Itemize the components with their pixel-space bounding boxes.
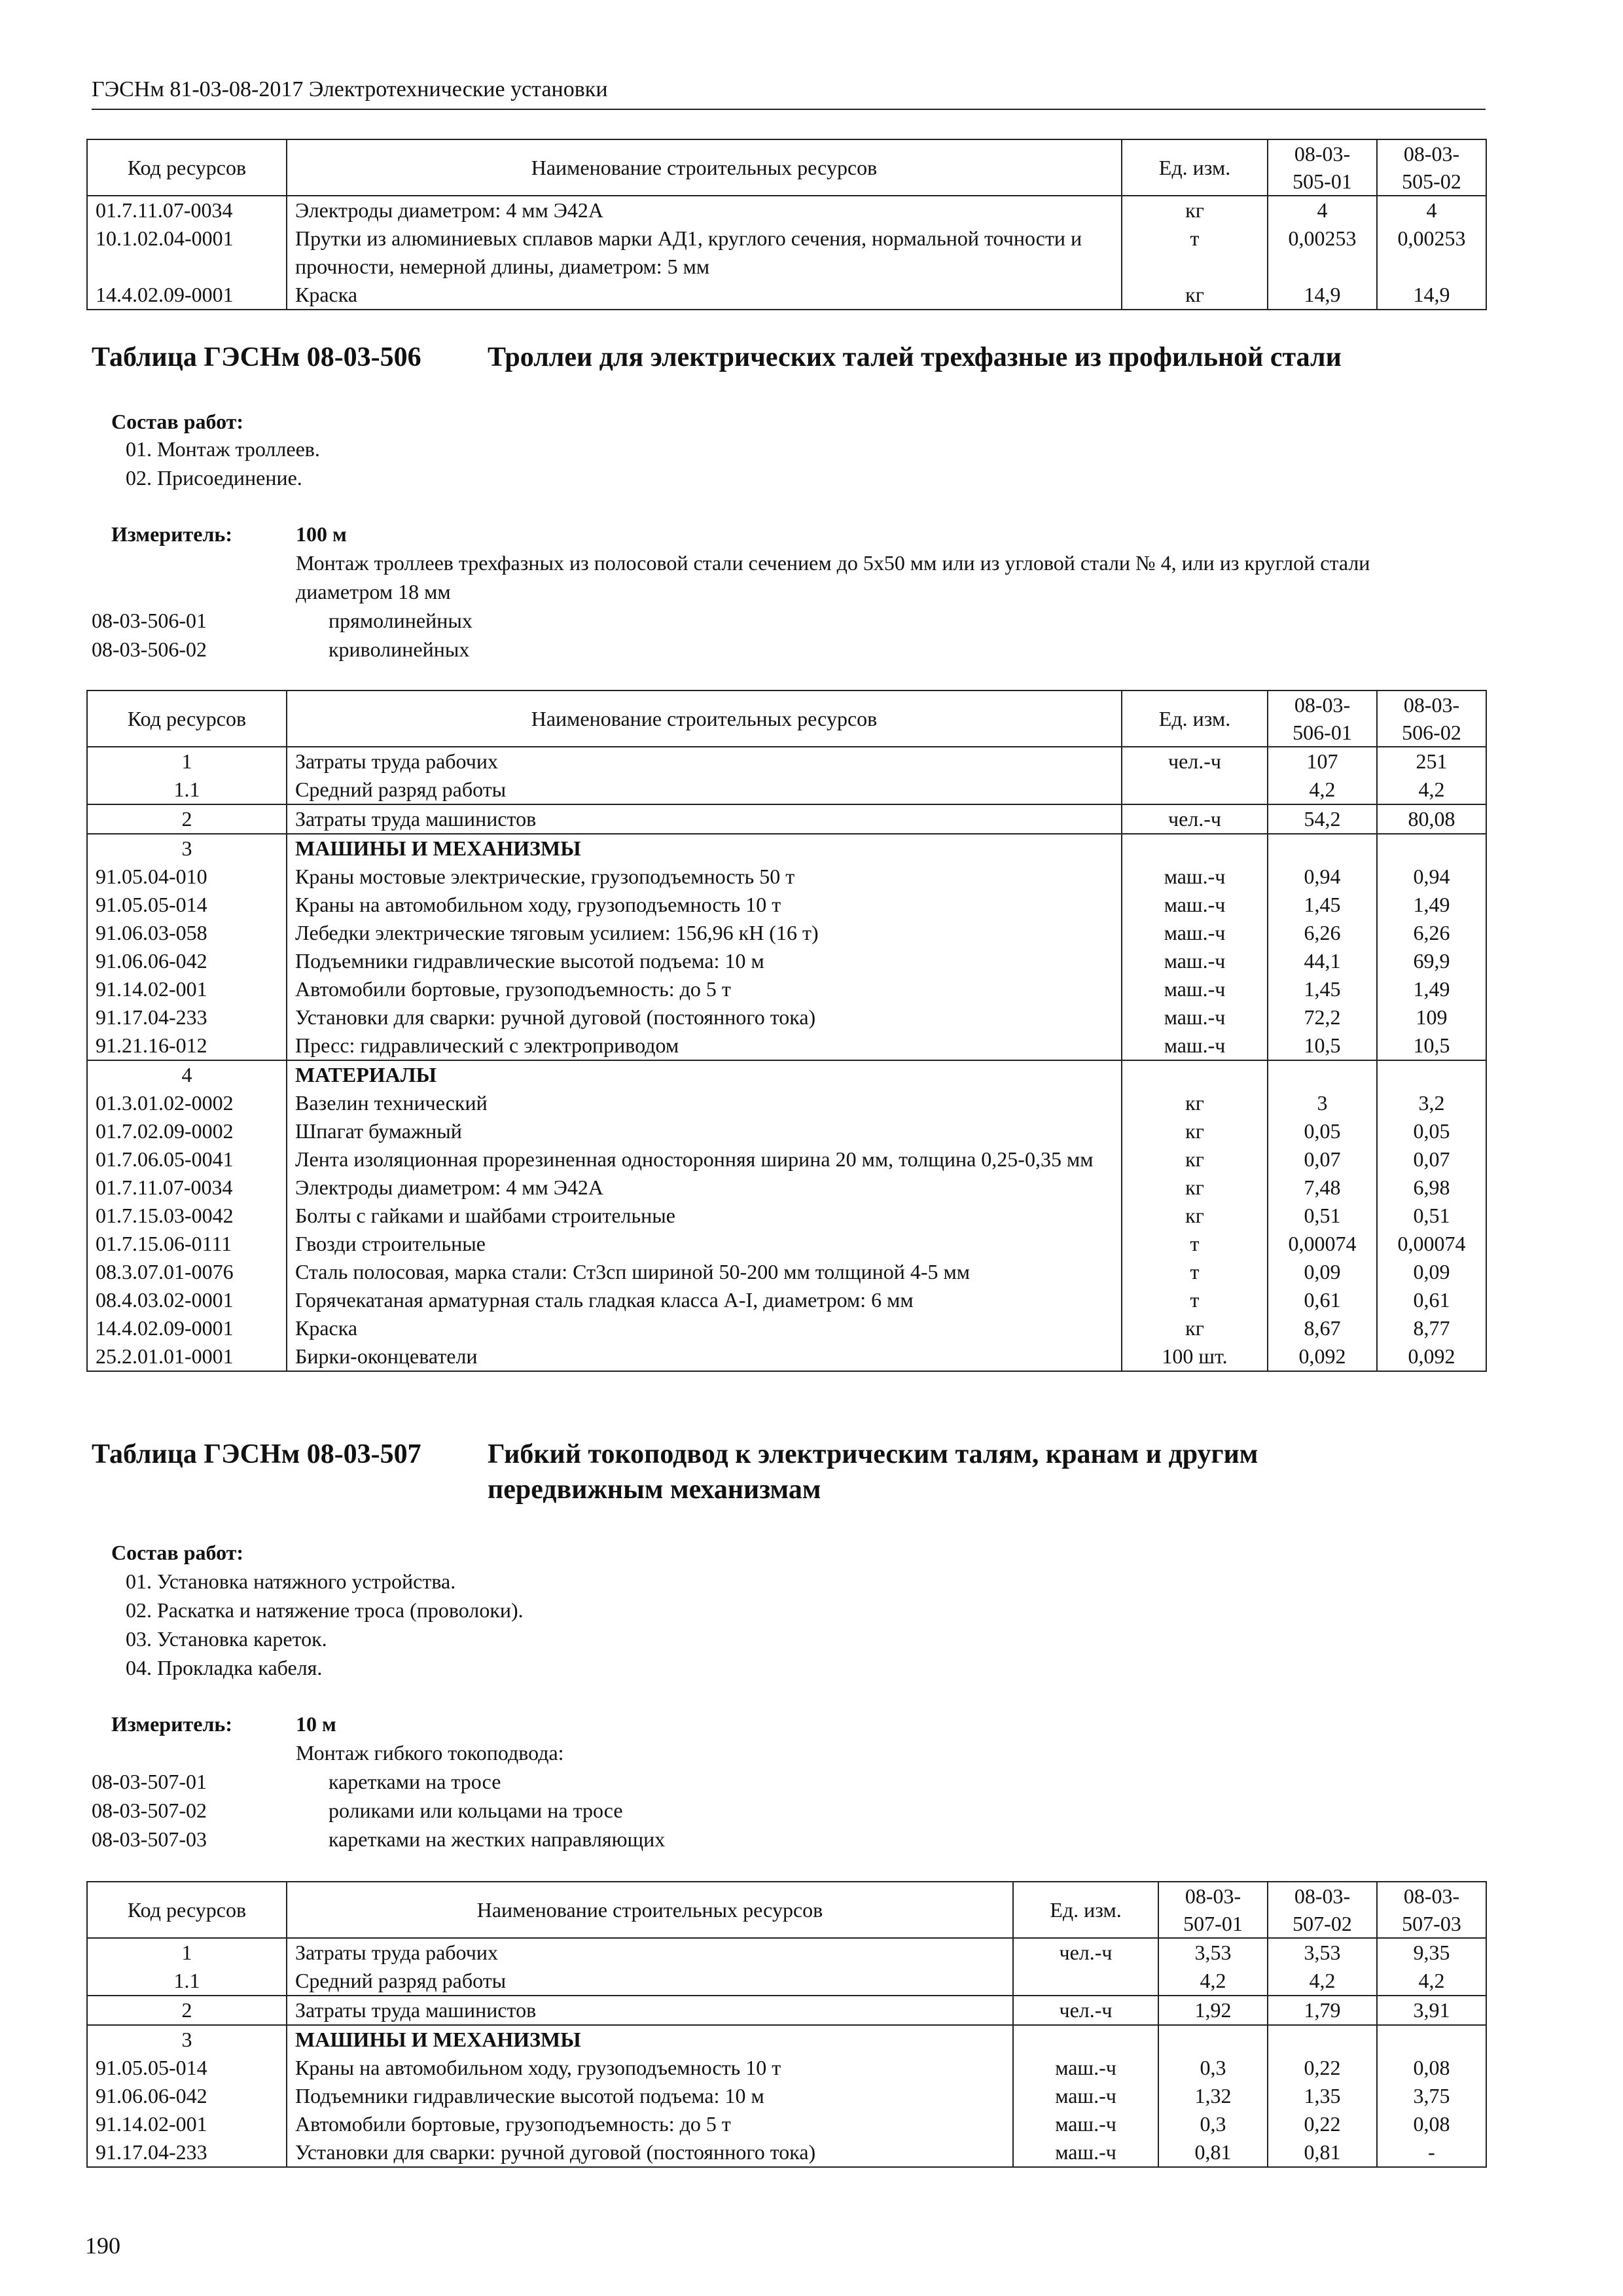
table-507-title-line2: передвижным механизмам <box>488 1475 821 1505</box>
table-cell: 0,51 <box>1268 1202 1377 1230</box>
table-cell: 0,3 <box>1158 2110 1268 2138</box>
table-cell: т <box>1122 1286 1268 1314</box>
table-cell: 1,49 <box>1377 975 1486 1003</box>
table-cell: 80,08 <box>1377 804 1486 834</box>
table-cell: 0,61 <box>1268 1286 1377 1314</box>
code-506-01: 08-03-506-01 <box>92 609 207 632</box>
table-cell: маш.-ч <box>1122 891 1268 919</box>
meter-description-506: Монтаж троллеев трехфазных из полосовой стали сечением до 5х50 мм или из угловой стали № 4, или из круглой стали диаметром 18 мм <box>296 551 1370 603</box>
table-cell: 6,26 <box>1268 919 1377 947</box>
meter-description-507: Монтаж гибкого токоподвода: <box>296 1741 564 1765</box>
table-505-continuation <box>86 139 1487 310</box>
table-cell: 91.06.06-042 <box>87 947 287 975</box>
table-cell: МАШИНЫ И МЕХАНИЗМЫ <box>287 2025 1013 2054</box>
table-cell: 0,3 <box>1158 2054 1268 2082</box>
table-507-title-line1: Гибкий токоподвод к электрическим талям, кранам и другим <box>488 1439 1258 1469</box>
table-cell: 01.7.02.09-0002 <box>87 1117 287 1145</box>
header-cell: Ед. изм. <box>1013 1882 1158 1938</box>
table-cell: 0,00074 <box>1377 1230 1486 1258</box>
table-cell: 08.4.03.02-0001 <box>87 1286 287 1314</box>
table-cell: Шпагат бумажный <box>287 1117 1122 1145</box>
table-cell <box>1013 2025 1158 2054</box>
table-cell: 3,75 <box>1377 2082 1486 2110</box>
table-cell: Автомобили бортовые, грузоподъемность: до 5 т <box>287 975 1122 1003</box>
table-cell: 0,08 <box>1377 2054 1486 2082</box>
table-cell: 0,94 <box>1377 863 1486 891</box>
table-cell: Краны мостовые электрические, грузоподъемность 50 т <box>287 863 1122 891</box>
table-cell: 4,2 <box>1158 1967 1268 1996</box>
table-cell: маш.-ч <box>1013 2082 1158 2110</box>
table-cell: Краны на автомобильном ходу, грузоподъемность 10 т <box>287 891 1122 919</box>
table-cell <box>1122 1060 1268 1089</box>
table-cell: 1,92 <box>1158 1996 1268 2025</box>
table-cell: 14.4.02.09-0001 <box>87 281 287 310</box>
table-cell: Лебедки электрические тяговым усилием: 156,96 кН (16 т) <box>287 919 1122 947</box>
works-label-506: Состав работ: <box>111 410 244 433</box>
table-cell: 4 <box>1268 196 1377 224</box>
table-row <box>87 776 1486 804</box>
table-cell: Вазелин технический <box>287 1089 1122 1117</box>
table-cell <box>1377 834 1486 863</box>
table-cell: маш.-ч <box>1122 947 1268 975</box>
table-cell: 10,5 <box>1268 1031 1377 1060</box>
table-cell: кг <box>1122 1174 1268 1202</box>
table-cell: 44,1 <box>1268 947 1377 975</box>
table-cell: 1.1 <box>87 776 287 804</box>
header-cell: 08-03-505-01 <box>1268 139 1377 196</box>
table-cell <box>1268 2025 1377 2054</box>
table-cell: 4,2 <box>1268 1967 1377 1996</box>
table-cell: 4,2 <box>1268 776 1377 804</box>
table-cell: кг <box>1122 1145 1268 1174</box>
table-cell: 0,51 <box>1377 1202 1486 1230</box>
table-cell: 0,05 <box>1377 1117 1486 1145</box>
table-cell <box>1377 2025 1486 2054</box>
table-cell: 0,092 <box>1268 1342 1377 1371</box>
code-507-02-name: роликами или кольцами на тросе <box>329 1799 623 1822</box>
table-cell: 0,00074 <box>1268 1230 1377 1258</box>
table-cell: Установки для сварки: ручной дуговой (постоянного тока) <box>287 1003 1122 1031</box>
table-cell: 3,53 <box>1268 1938 1377 1967</box>
table-507-label: Таблица ГЭСНм 08-03-507 <box>92 1439 421 1469</box>
meter-label-506: Измеритель: <box>111 522 232 546</box>
table-cell: 3 <box>87 2025 287 2054</box>
table-cell: Сталь полосовая, марка стали: Ст3сп шириной 50-200 мм толщиной 4-5 мм <box>287 1258 1122 1286</box>
table-cell: 14,9 <box>1268 281 1377 310</box>
table-cell: 1 <box>87 747 287 776</box>
table-cell: 0,07 <box>1268 1145 1377 1174</box>
code-507-03-name: каретками на жестких направляющих <box>329 1827 666 1851</box>
table-cell: 3,53 <box>1158 1938 1268 1967</box>
table-cell: 7,48 <box>1268 1174 1377 1202</box>
work-item: 03. Установка кареток. <box>126 1627 327 1651</box>
table-cell: Установки для сварки: ручной дуговой (постоянного тока) <box>287 2138 1013 2167</box>
table-cell: 0,08 <box>1377 2110 1486 2138</box>
table-cell <box>1268 1060 1377 1089</box>
table-cell: 08.3.07.01-0076 <box>87 1258 287 1286</box>
header-cell: 08-03-507-03 <box>1377 1882 1486 1938</box>
table-cell: 6,98 <box>1377 1174 1486 1202</box>
table-row <box>87 281 1486 310</box>
table-cell: 0,00253 <box>1268 224 1377 281</box>
header-cell: 08-03-505-02 <box>1377 139 1486 196</box>
header-cell: 08-03-507-01 <box>1158 1882 1268 1938</box>
table-row <box>87 975 1486 1003</box>
table-cell: 91.05.05-014 <box>87 891 287 919</box>
table-cell: чел.-ч <box>1013 1938 1158 1967</box>
table-header-row <box>87 691 1486 747</box>
table-cell: кг <box>1122 1202 1268 1230</box>
table-cell: Болты с гайками и шайбами строительные <box>287 1202 1122 1230</box>
table-cell: Электроды диаметром: 4 мм Э42А <box>287 196 1122 224</box>
table-cell: 100 шт. <box>1122 1342 1268 1371</box>
works-list-506 <box>126 435 320 492</box>
table-cell: 0,81 <box>1268 2138 1377 2167</box>
table-cell <box>1158 2025 1268 2054</box>
table-row <box>87 1286 1486 1314</box>
table-cell: Прутки из алюминиевых сплавов марки АД1, круглого сечения, нормальной точности и прочности, немерной длины, диаметром: 5 мм <box>287 224 1122 281</box>
table-cell: 1,45 <box>1268 975 1377 1003</box>
table-cell: 14,9 <box>1377 281 1486 310</box>
table-cell: т <box>1122 1230 1268 1258</box>
table-cell: чел.-ч <box>1013 1996 1158 2025</box>
code-507-01: 08-03-507-01 <box>92 1770 207 1793</box>
table-507 <box>86 1881 1487 2168</box>
table-header-row <box>87 1882 1486 1938</box>
table-row <box>87 2110 1486 2138</box>
table-cell: 91.06.03-058 <box>87 919 287 947</box>
table-cell <box>1013 1967 1158 1996</box>
table-cell: Подъемники гидравлические высотой подъема: 10 м <box>287 947 1122 975</box>
table-506-title: Троллеи для электрических талей трехфазные из профильной стали <box>488 342 1342 372</box>
table-row <box>87 2082 1486 2110</box>
header-cell: 08-03-506-01 <box>1268 691 1377 747</box>
table-cell: 0,94 <box>1268 863 1377 891</box>
table-cell: 0,09 <box>1268 1258 1377 1286</box>
table-cell: 91.05.05-014 <box>87 2054 287 2082</box>
table-row <box>87 804 1486 834</box>
table-cell: маш.-ч <box>1122 1003 1268 1031</box>
table-cell: 3,2 <box>1377 1089 1486 1117</box>
work-item: 02. Раскатка и натяжение троса (проволоки). <box>126 1598 524 1622</box>
table-cell: 0,22 <box>1268 2110 1377 2138</box>
header-cell: Наименование строительных ресурсов <box>287 691 1122 747</box>
header-cell: Код ресурсов <box>87 139 287 196</box>
table-cell: т <box>1122 1258 1268 1286</box>
table-506 <box>86 690 1487 1372</box>
table-cell: 3,91 <box>1377 1996 1486 2025</box>
table-cell: маш.-ч <box>1013 2110 1158 2138</box>
table-row <box>87 834 1486 863</box>
table-cell: Средний разряд работы <box>287 776 1122 804</box>
table-cell: кг <box>1122 1314 1268 1342</box>
work-item: 01. Установка натяжного устройства. <box>126 1570 456 1593</box>
page-number: 190 <box>85 2233 120 2259</box>
work-item: 04. Прокладка кабеля. <box>126 1656 323 1679</box>
table-cell: 1,49 <box>1377 891 1486 919</box>
table-cell: Пресс: гидравлический с электроприводом <box>287 1031 1122 1060</box>
table-cell: 91.17.04-233 <box>87 2138 287 2167</box>
table-cell: 91.05.04-010 <box>87 863 287 891</box>
table-cell: - <box>1377 2138 1486 2167</box>
table-cell: маш.-ч <box>1122 975 1268 1003</box>
header-cell: Наименование строительных ресурсов <box>287 1882 1013 1938</box>
header-cell: Код ресурсов <box>87 691 287 747</box>
table-cell: 9,35 <box>1377 1938 1486 1967</box>
table-cell: кг <box>1122 1089 1268 1117</box>
table-row <box>87 863 1486 891</box>
table-header-row <box>87 139 1486 196</box>
table-row <box>87 1258 1486 1286</box>
table-cell: 0,09 <box>1377 1258 1486 1286</box>
table-cell: чел.-ч <box>1122 747 1268 776</box>
table-cell: 54,2 <box>1268 804 1377 834</box>
code-507-03: 08-03-507-03 <box>92 1827 207 1851</box>
table-row <box>87 1003 1486 1031</box>
table-row <box>87 1145 1486 1174</box>
table-row <box>87 1089 1486 1117</box>
table-row <box>87 2025 1486 2054</box>
table-cell: маш.-ч <box>1122 1031 1268 1060</box>
table-cell: чел.-ч <box>1122 804 1268 834</box>
table-row <box>87 1314 1486 1342</box>
running-header: ГЭСНм 81-03-08-2017 Электротехнические установки <box>92 77 608 101</box>
work-item: 02. Присоединение. <box>126 466 302 490</box>
table-cell: 14.4.02.09-0001 <box>87 1314 287 1342</box>
table-cell <box>1377 1060 1486 1089</box>
table-cell <box>1122 776 1268 804</box>
header-rule <box>92 109 1486 110</box>
table-cell: 0,05 <box>1268 1117 1377 1145</box>
table-cell: 10,5 <box>1377 1031 1486 1060</box>
table-row <box>87 1967 1486 1996</box>
code-506-01-name: прямолинейных <box>329 609 473 632</box>
table-cell: 01.3.01.02-0002 <box>87 1089 287 1117</box>
table-row <box>87 891 1486 919</box>
work-item: 01. Монтаж троллеев. <box>126 437 320 461</box>
code-506-02: 08-03-506-02 <box>92 637 207 661</box>
table-cell: 72,2 <box>1268 1003 1377 1031</box>
table-row <box>87 1031 1486 1060</box>
table-cell: 1,45 <box>1268 891 1377 919</box>
table-cell: 2 <box>87 804 287 834</box>
table-cell: 2 <box>87 1996 287 2025</box>
table-cell <box>1268 834 1377 863</box>
table-cell: 8,77 <box>1377 1314 1486 1342</box>
table-cell: 1 <box>87 1938 287 1967</box>
table-cell: МАШИНЫ И МЕХАНИЗМЫ <box>287 834 1122 863</box>
table-cell: 0,22 <box>1268 2054 1377 2082</box>
table-cell: 4 <box>1377 196 1486 224</box>
table-cell: 109 <box>1377 1003 1486 1031</box>
meter-value-507: 10 м <box>296 1712 336 1736</box>
table-row <box>87 1060 1486 1089</box>
table-cell: Затраты труда машинистов <box>287 1996 1013 2025</box>
table-row <box>87 1117 1486 1145</box>
table-row <box>87 1996 1486 2025</box>
table-row <box>87 919 1486 947</box>
table-cell: Затраты труда рабочих <box>287 747 1122 776</box>
table-cell: кг <box>1122 1117 1268 1145</box>
table-cell: 6,26 <box>1377 919 1486 947</box>
table-cell: Лента изоляционная прорезиненная односторонняя ширина 20 мм, толщина 0,25-0,35 мм <box>287 1145 1122 1174</box>
table-cell: 1,35 <box>1268 2082 1377 2110</box>
table-cell: Гвозди строительные <box>287 1230 1122 1258</box>
table-row <box>87 2138 1486 2167</box>
table-cell: 91.14.02-001 <box>87 975 287 1003</box>
table-cell: 0,00253 <box>1377 224 1486 281</box>
table-row <box>87 1938 1486 1967</box>
table-cell: 01.7.15.06-0111 <box>87 1230 287 1258</box>
table-cell: 1,79 <box>1268 1996 1377 2025</box>
table-cell: 91.17.04-233 <box>87 1003 287 1031</box>
table-cell: Средний разряд работы <box>287 1967 1013 1996</box>
table-cell: Горячекатаная арматурная сталь гладкая класса А-I, диаметром: 6 мм <box>287 1286 1122 1314</box>
table-cell: 4 <box>87 1060 287 1089</box>
table-cell: 251 <box>1377 747 1486 776</box>
table-cell: Краны на автомобильном ходу, грузоподъемность 10 т <box>287 2054 1013 2082</box>
table-cell: 1,32 <box>1158 2082 1268 2110</box>
table-cell: 91.06.06-042 <box>87 2082 287 2110</box>
table-cell: 01.7.15.03-0042 <box>87 1202 287 1230</box>
table-row <box>87 747 1486 776</box>
table-cell: 4,2 <box>1377 776 1486 804</box>
table-cell: 4,2 <box>1377 1967 1486 1996</box>
table-506-label: Таблица ГЭСНм 08-03-506 <box>92 342 421 372</box>
table-cell: 01.7.11.07-0034 <box>87 196 287 224</box>
table-cell: 01.7.06.05-0041 <box>87 1145 287 1174</box>
meter-label-507: Измеритель: <box>111 1712 232 1736</box>
works-label-507: Состав работ: <box>111 1541 244 1564</box>
table-cell: МАТЕРИАЛЫ <box>287 1060 1122 1089</box>
table-cell: маш.-ч <box>1122 919 1268 947</box>
meter-value-506: 100 м <box>296 522 347 546</box>
table-cell: 0,61 <box>1377 1286 1486 1314</box>
table-cell: Подъемники гидравлические высотой подъема: 10 м <box>287 2082 1013 2110</box>
table-cell <box>1122 834 1268 863</box>
table-cell: Краска <box>287 1314 1122 1342</box>
table-row <box>87 947 1486 975</box>
table-cell: 91.21.16-012 <box>87 1031 287 1060</box>
table-cell: 10.1.02.04-0001 <box>87 224 287 281</box>
table-cell: 0,07 <box>1377 1145 1486 1174</box>
table-row <box>87 2054 1486 2082</box>
table-cell: 91.14.02-001 <box>87 2110 287 2138</box>
code-507-02: 08-03-507-02 <box>92 1799 207 1822</box>
header-cell: Код ресурсов <box>87 1882 287 1938</box>
header-cell: Ед. изм. <box>1122 691 1268 747</box>
code-507-01-name: каретками на тросе <box>329 1770 501 1793</box>
header-cell: Наименование строительных ресурсов <box>287 139 1122 196</box>
header-cell: Ед. изм. <box>1122 139 1268 196</box>
works-list-507 <box>126 1567 524 1682</box>
header-cell: 08-03-507-02 <box>1268 1882 1377 1938</box>
table-cell: 107 <box>1268 747 1377 776</box>
table-cell: кг <box>1122 281 1268 310</box>
table-row <box>87 1174 1486 1202</box>
header-cell: 08-03-506-02 <box>1377 691 1486 747</box>
table-cell: 8,67 <box>1268 1314 1377 1342</box>
table-row <box>87 196 1486 224</box>
code-506-02-name: криволинейных <box>329 637 470 661</box>
table-cell: 69,9 <box>1377 947 1486 975</box>
table-cell: 01.7.11.07-0034 <box>87 1174 287 1202</box>
table-row <box>87 1342 1486 1371</box>
table-cell: Бирки-оконцеватели <box>287 1342 1122 1371</box>
table-row <box>87 224 1486 281</box>
table-cell: Автомобили бортовые, грузоподъемность: до 5 т <box>287 2110 1013 2138</box>
table-cell: Краска <box>287 281 1122 310</box>
table-cell: т <box>1122 224 1268 281</box>
table-cell: 0,092 <box>1377 1342 1486 1371</box>
table-cell: 0,81 <box>1158 2138 1268 2167</box>
table-cell: 1.1 <box>87 1967 287 1996</box>
table-cell: 3 <box>1268 1089 1377 1117</box>
table-cell: Затраты труда рабочих <box>287 1938 1013 1967</box>
table-cell: маш.-ч <box>1013 2054 1158 2082</box>
table-cell: 3 <box>87 834 287 863</box>
table-cell: 25.2.01.01-0001 <box>87 1342 287 1371</box>
table-cell: маш.-ч <box>1122 863 1268 891</box>
table-cell: Затраты труда машинистов <box>287 804 1122 834</box>
table-row <box>87 1202 1486 1230</box>
table-row <box>87 1230 1486 1258</box>
table-cell: маш.-ч <box>1013 2138 1158 2167</box>
table-cell: Электроды диаметром: 4 мм Э42А <box>287 1174 1122 1202</box>
table-cell: кг <box>1122 196 1268 224</box>
